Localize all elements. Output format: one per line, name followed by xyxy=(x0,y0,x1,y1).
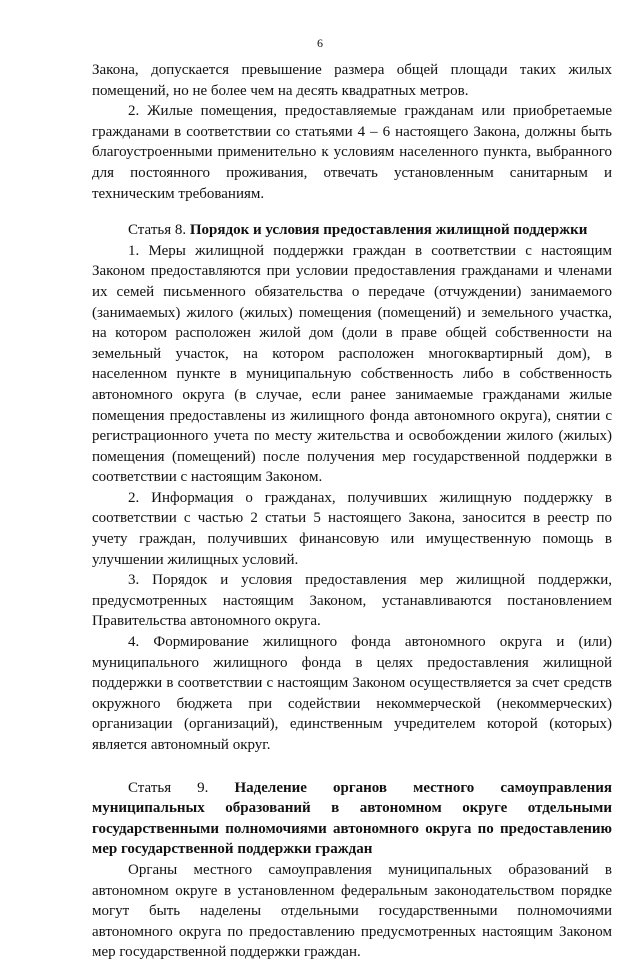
article-8-title: Порядок и условия предоставления жилищной поддержки xyxy=(189,222,588,239)
article-8-heading xyxy=(92,220,612,241)
page-number: 6 xyxy=(317,36,323,50)
article-8-item-4: 4. Формирование жилищного фонда автономного округа и (или) муниципального жилищного фонда в целях предоставления жилищной поддержки в соответствии с настоящим Законом осуществляется за счет средств окружного бюджета при содействии некоммерческой (некоммерческих) организации (организаций), единственным учредителем которой (которых) является автономный округ. xyxy=(92,634,612,753)
article-8-item-1: 1. Меры жилищной поддержки граждан в соответствии с настоящим Законом предоставляются при условии предоставления гражданами и членами их семей письменного обязательства о передаче (отчуждении) занимаемого (занимаемых) жилого (жилых) помещения (помещений) и земельного участка, на котором расположен жилой дом (доли в праве общей собственности на земельный участок, на котором расположен многоквартирный дом), в населенном пункте в муниципальную собственность либо в собственность автономного округа (в случае, если ранее занимаемые гражданами жилые помещения предоставлены из жилищного фонда автономного округа), снятии с регистрационного учета по месту жительства и освобождении жилого (жилых) помещения (помещений) после получения мер государственной поддержки в соответствии с настоящим Законом. xyxy=(92,242,612,486)
article-8-item-2: 2. Информация о гражданах, получивших жилищную поддержку в соответствии с частью 2 статьи 5 настоящего Закона, заносится в реестр по учету граждан, получивших финансовую или имущественную помощь в улучшении жилищных условий. xyxy=(92,489,612,568)
article-9-title: Наделение органов местного самоуправления муниципальных образований в автономном округе отдельными государственными полномочиями автономного округа по предоставлению мер государственной поддержки граждан xyxy=(92,779,612,858)
article-9-text: Органы местного самоуправления муниципальных образований в автономном округе в установленном федеральным законодательством порядке могут быть наделены отдельными государственными полномочиями автономного округа по предоставлению предусмотренных настоящим Законом мер государственной поддержки граждан. xyxy=(92,861,612,961)
article-9-heading xyxy=(92,778,612,860)
article-9-label: Статья 9. xyxy=(128,779,209,796)
paragraph-continuation: Закона, допускается превышение размера общей площади таких жилых помещений, но не более чем на десять квадратных метров. xyxy=(92,62,612,99)
article-8-item-3: 3. Порядок и условия предоставления мер жилищной поддержки, предусмотренных настоящим Законом, устанавливаются постановлением Правительства автономного округа. xyxy=(92,572,612,630)
article-8-label: Статья 8. xyxy=(128,222,187,239)
paragraph-item-2: 2. Жилые помещения, предоставляемые гражданам или приобретаемые гражданами в соответствии со статьями 4 – 6 настоящего Закона, должны быть благоустроенными применительно к условиям населенного пункта, выбранного для постоянного проживания, отвечать установленным санитарным и техническим требованиям. xyxy=(92,103,612,202)
document-body xyxy=(92,60,612,963)
